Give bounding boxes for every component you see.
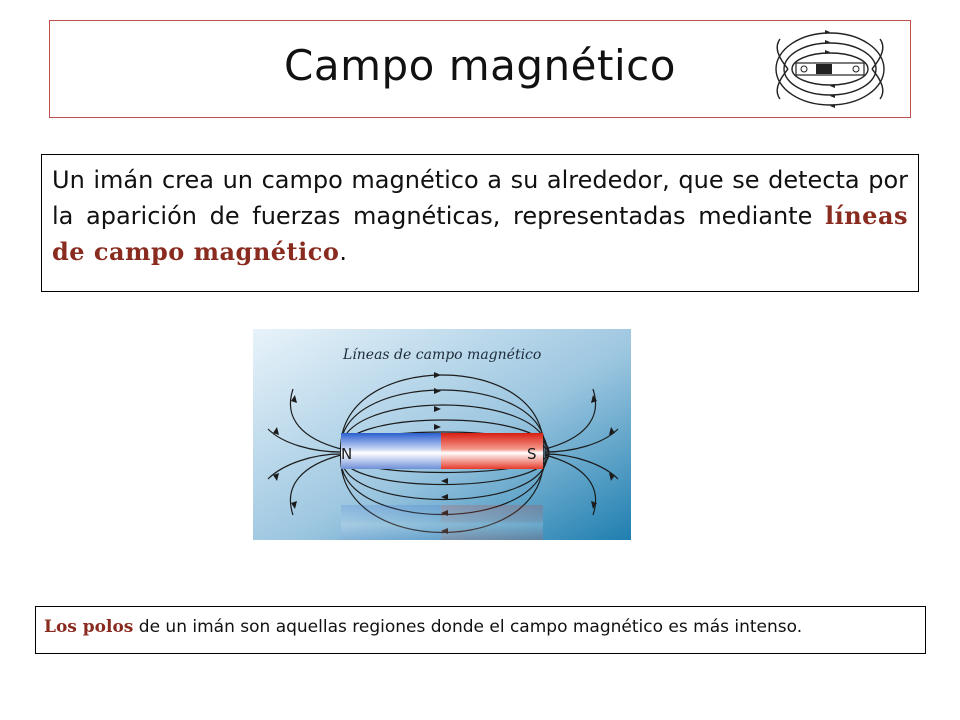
poles-box (35, 606, 926, 654)
definition-box (41, 154, 919, 292)
poles-highlight: Los polos (44, 617, 134, 637)
figure-title: Líneas de campo magnético (343, 347, 542, 363)
bar-magnet-field-icon (770, 27, 890, 111)
magnetic-field-figure (253, 329, 631, 540)
title-box (49, 20, 911, 118)
poles-text: de un imán son aquellas regiones donde el campo magnético es más intenso. (133, 617, 803, 637)
page-title: Campo magnético (284, 41, 676, 90)
south-label: S (527, 445, 537, 463)
definition-highlight: líneas de campo magnético (52, 201, 908, 266)
north-pole (341, 433, 441, 469)
definition-text: Un imán crea un campo magnético a su alrededor, que se detecta por la aparición de fuerzas magnéticas, representadas mediante (52, 166, 908, 230)
north-label: N (341, 445, 353, 463)
definition-end: . (339, 238, 348, 266)
